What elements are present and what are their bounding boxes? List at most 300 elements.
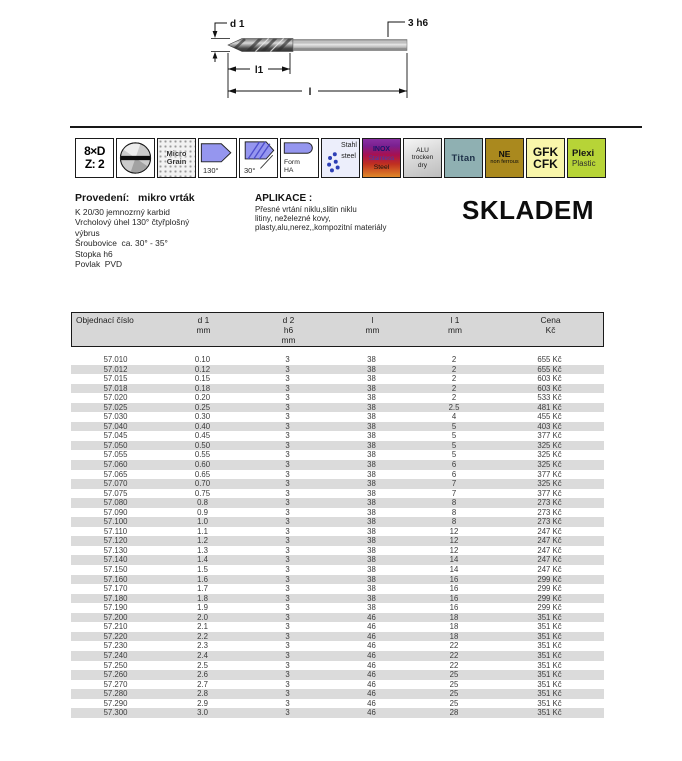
table-cell: 2.5 [197, 660, 208, 670]
drill-illustration [228, 37, 407, 53]
table-cell: 57.040 [103, 421, 128, 431]
table-cell: 0.55 [194, 450, 211, 460]
table-cell: 38 [367, 431, 376, 441]
table-cell: 273 Kč [537, 507, 562, 517]
table-cell: 247 Kč [537, 555, 562, 565]
table-cell: 533 Kč [537, 393, 562, 403]
table-cell: 0.30 [194, 412, 211, 422]
table-cell: 38 [367, 393, 376, 403]
table-cell: 57.110 [103, 526, 128, 536]
table-cell: 57.065 [103, 469, 128, 479]
table-cell: 18 [449, 622, 459, 632]
table-cell: 3 [285, 383, 290, 393]
table-cell: 351 Kč [537, 708, 562, 718]
table-cell: 3 [285, 517, 290, 527]
table-cell: 3 [285, 698, 290, 708]
table-cell: 38 [367, 421, 376, 431]
table-cell: 3 [285, 450, 290, 460]
table-row [71, 594, 604, 604]
table-cell: 57.018 [103, 383, 128, 393]
stock-status-label: SKLADEM [462, 195, 595, 225]
table-cell: 5 [451, 450, 457, 460]
table-cell: 2 [451, 374, 457, 384]
table-cell: 3 [285, 440, 290, 450]
table-header [71, 312, 604, 347]
table-cell: 2.5 [448, 402, 460, 412]
table-cell: 325 Kč [537, 440, 562, 450]
table-cell: 0.45 [194, 431, 211, 441]
table-cell: 3 [285, 498, 290, 508]
table-cell: 655 Kč [537, 364, 562, 374]
table-row [71, 393, 604, 403]
table-cell: 0.18 [194, 383, 211, 393]
table-cell: 25 [449, 689, 459, 699]
table-cell: 3 [285, 574, 290, 584]
table-row [71, 441, 604, 451]
table-cell: 2.0 [197, 612, 208, 622]
table-row [71, 603, 604, 613]
table-cell: 3 [285, 507, 290, 517]
table-row [71, 680, 604, 690]
table-row [71, 412, 604, 422]
table-cell: 57.070 [103, 479, 128, 489]
table-cell: 46 [367, 660, 376, 670]
table-cell: 351 Kč [537, 670, 562, 680]
table-cell: 1.4 [197, 555, 208, 565]
table-cell: 57.230 [103, 641, 128, 651]
table-row [71, 422, 604, 432]
table-cell: 3 [285, 660, 290, 670]
table-cell: 455 Kč [537, 412, 562, 422]
label-l: l [308, 87, 312, 98]
table-cell: 2.8 [197, 689, 208, 699]
table-cell: 2 [451, 364, 457, 374]
table-row [71, 536, 604, 546]
aplikace-line: litiny, neželezné kovy, [255, 214, 331, 223]
table-cell: 22 [449, 650, 459, 660]
table-cell: 57.060 [103, 460, 128, 470]
table-cell: 46 [367, 689, 376, 699]
table-cell: 3 [285, 526, 290, 536]
alu-dry-icon: ALU trocken dry [403, 138, 442, 178]
table-cell: 38 [367, 498, 376, 508]
table-cell: 351 Kč [537, 679, 562, 689]
table-cell: 3 [285, 364, 290, 374]
table-row [71, 460, 604, 470]
table-cell: 38 [367, 545, 376, 555]
table-cell: 655 Kč [537, 355, 562, 364]
table-cell: 12 [449, 526, 459, 536]
table-cell: 299 Kč [537, 584, 562, 594]
table-cell: 0.15 [194, 374, 211, 384]
table-cell: 7 [451, 488, 457, 498]
table-cell: 1.9 [197, 603, 208, 613]
table-cell: 25 [449, 670, 459, 680]
table-row [71, 355, 604, 365]
table-cell: 1.6 [197, 574, 208, 584]
table-cell: 57.120 [103, 536, 128, 546]
table-cell: 0.10 [194, 355, 211, 364]
table-cell: 0.60 [194, 460, 211, 470]
form-ha-shank-icon: Form HA [280, 138, 319, 178]
table-cell: 377 Kč [537, 488, 562, 498]
aplikace-line: Přesné vrtání niklu,slitin niklu [255, 205, 357, 214]
table-cell: 3 [285, 421, 290, 431]
table-cell: 38 [367, 565, 376, 575]
table-cell: 3 [285, 545, 290, 555]
table-cell: 38 [367, 584, 376, 594]
table-cell: 3.0 [197, 708, 208, 718]
table-cell: 3 [285, 469, 290, 479]
table-cell: 38 [367, 383, 376, 393]
table-cell: 3 [285, 460, 290, 470]
table-cell: 247 Kč [537, 536, 562, 546]
non-ferrous-icon: NE non ferrous [485, 138, 524, 178]
table-cell: 1.3 [197, 545, 208, 555]
label-d1: d 1 [230, 19, 245, 30]
table-cell: 0.70 [194, 479, 211, 489]
table-cell: 2.4 [197, 650, 208, 660]
table-cell: 0.8 [197, 498, 208, 508]
product-table [71, 312, 604, 718]
table-cell: 38 [367, 488, 376, 498]
provedeni-line: K 20/30 jemnozrný karbid [75, 207, 170, 217]
table-cell: 38 [367, 574, 376, 584]
table-cell: 57.015 [103, 374, 128, 384]
table-cell: 1.2 [197, 536, 208, 546]
table-cell: 14 [449, 565, 459, 575]
table-cell: 0.25 [194, 402, 211, 412]
header-d2: d 2 h6 mm [281, 315, 296, 345]
table-cell: 351 Kč [537, 698, 562, 708]
table-cell: 25 [449, 679, 459, 689]
table-cell: 1.8 [197, 593, 208, 603]
table-cell: 299 Kč [537, 593, 562, 603]
table-cell: 16 [449, 574, 459, 584]
table-cell: 57.190 [103, 603, 128, 613]
table-row [71, 546, 604, 556]
table-cell: 6 [451, 460, 457, 470]
table-cell: 8 [451, 517, 457, 527]
table-row [71, 403, 604, 413]
table-row [71, 708, 604, 718]
table-cell: 273 Kč [537, 517, 562, 527]
table-cell: 57.160 [103, 574, 128, 584]
helix-angle-30-icon: 30° [239, 138, 278, 178]
table-cell: 3 [285, 536, 290, 546]
table-cell: 0.50 [194, 440, 211, 450]
table-cell: 25 [449, 698, 459, 708]
table-row [71, 384, 604, 394]
table-cell: 3 [285, 622, 290, 632]
aplikace-block [255, 193, 460, 232]
table-cell: 3 [285, 689, 290, 699]
table-row [71, 565, 604, 575]
table-cell: 351 Kč [537, 660, 562, 670]
table-cell: 1.0 [197, 517, 208, 527]
table-cell: 377 Kč [537, 431, 562, 441]
table-cell: 28 [449, 708, 459, 718]
table-cell: 5 [451, 421, 457, 431]
table-cell: 57.180 [103, 593, 128, 603]
table-cell: 3 [285, 355, 290, 364]
table-cell: 247 Kč [537, 526, 562, 536]
table-cell: 2 [451, 383, 457, 393]
table-cell: 57.055 [103, 450, 128, 460]
table-row [71, 498, 604, 508]
table-cell: 3 [285, 670, 290, 680]
provedeni-block [75, 192, 260, 269]
table-cell: 1.5 [197, 565, 208, 575]
table-cell: 57.240 [103, 650, 128, 660]
table-row [71, 489, 604, 499]
table-cell: 2 [451, 355, 457, 364]
table-cell: 351 Kč [537, 650, 562, 660]
table-cell: 3 [285, 593, 290, 603]
header-order-number: Objednací číslo [76, 315, 134, 325]
table-cell: 46 [367, 708, 376, 718]
table-cell: 0.65 [194, 469, 211, 479]
drill-technical-drawing [150, 2, 450, 107]
table-row [71, 527, 604, 537]
titan-icon: Titan [444, 138, 483, 178]
table-row [71, 622, 604, 632]
table-cell: 38 [367, 507, 376, 517]
table-cell: 3 [285, 479, 290, 489]
micro-grain-icon: Micro Grain [157, 138, 196, 178]
table-cell: 0.75 [194, 488, 211, 498]
table-cell: 3 [285, 555, 290, 565]
table-cell: 57.220 [103, 631, 128, 641]
table-cell: 57.020 [103, 393, 128, 403]
provedeni-line: Šroubovice ca. 30° - 35° [75, 238, 168, 249]
dimension-l [228, 87, 407, 98]
table-cell: 16 [449, 593, 459, 603]
table-cell: 57.150 [103, 565, 128, 575]
table-cell: 351 Kč [537, 612, 562, 622]
table-cell: 3 [285, 603, 290, 613]
table-cell: 12 [449, 536, 459, 546]
table-cell: 38 [367, 440, 376, 450]
table-cell: 18 [449, 631, 459, 641]
table-cell: 2.6 [197, 670, 208, 680]
table-cell: 38 [367, 364, 376, 374]
table-cell: 57.012 [103, 364, 128, 374]
header-price: Cena Kč [540, 315, 561, 335]
table-cell: 0.12 [194, 364, 211, 374]
table-cell: 603 Kč [537, 383, 562, 393]
icon-8xd-z2: 8×D Z: 2 [75, 138, 114, 178]
table-cell: 46 [367, 698, 376, 708]
table-row [71, 374, 604, 384]
table-cell: 403 Kč [537, 421, 562, 431]
table-row [71, 661, 604, 671]
table-cell: 46 [367, 641, 376, 651]
table-row [71, 651, 604, 661]
provedeni-line: výbrus [75, 227, 100, 238]
table-cell: 325 Kč [537, 460, 562, 470]
table-cell: 7 [451, 479, 457, 489]
table-cell: 247 Kč [537, 565, 562, 575]
table-row [71, 479, 604, 489]
table-cell: 57.050 [103, 440, 128, 450]
inox-stainless-icon: INOX Stainless Steel [362, 138, 401, 178]
table-cell: 325 Kč [537, 479, 562, 489]
provedeni-title: Provedení: mikro vrták [75, 192, 195, 204]
dimension-l1 [228, 65, 290, 76]
table-body [71, 355, 604, 718]
table-cell: 1.1 [197, 526, 208, 536]
table-cell: 351 Kč [537, 631, 562, 641]
table-cell: 3 [285, 431, 290, 441]
table-cell: 57.075 [103, 488, 128, 498]
table-row [71, 575, 604, 585]
table-cell: 57.290 [103, 698, 128, 708]
table-cell: 8 [451, 498, 457, 508]
label-shank: 3 h6 [408, 18, 429, 29]
table-cell: 57.280 [103, 689, 128, 699]
table-cell: 46 [367, 622, 376, 632]
table-cell: 3 [285, 488, 290, 498]
header-d1: d 1 mm [196, 315, 211, 335]
table-cell: 5 [451, 440, 457, 450]
table-cell: 3 [285, 565, 290, 575]
table-cell: 57.130 [103, 545, 128, 555]
property-icons-row [75, 138, 606, 178]
table-cell: 12 [449, 545, 459, 555]
table-cell: 22 [449, 660, 459, 670]
table-cell: 46 [367, 670, 376, 680]
stahl-steel-icon: Stahl steel [321, 138, 360, 178]
table-row [71, 517, 604, 527]
table-cell: 38 [367, 469, 376, 479]
table-cell: 2.2 [197, 631, 208, 641]
table-cell: 0.40 [194, 421, 211, 431]
table-cell: 3 [285, 612, 290, 622]
table-cell: 2.9 [197, 698, 208, 708]
table-row [71, 670, 604, 680]
table-cell: 5 [451, 431, 457, 441]
header-l: l mm [365, 315, 380, 335]
aplikace-line: plasty,alu,nerez,,kompozitní materiály [255, 223, 387, 232]
table-cell: 299 Kč [537, 603, 562, 613]
table-cell: 0.9 [197, 507, 208, 517]
table-cell: 3 [285, 402, 290, 412]
table-cell: 57.030 [103, 412, 128, 422]
table-row [71, 632, 604, 642]
table-cell: 2.1 [197, 622, 208, 632]
table-cell: 57.210 [103, 622, 128, 632]
table-cell: 57.260 [103, 670, 128, 680]
table-cell: 57.270 [103, 679, 128, 689]
table-cell: 247 Kč [537, 545, 562, 555]
header-l1: l 1 mm [448, 315, 462, 335]
table-cell: 38 [367, 402, 376, 412]
plexi-plastic-icon: Plexi Plastic [567, 138, 606, 178]
table-cell: 3 [285, 584, 290, 594]
table-cell: 2.3 [197, 641, 208, 651]
table-cell: 3 [285, 679, 290, 689]
point-angle-130-icon: 130° [198, 138, 237, 178]
table-row [71, 584, 604, 594]
table-cell: 38 [367, 450, 376, 460]
table-cell: 351 Kč [537, 641, 562, 651]
table-cell: 2 [451, 393, 457, 403]
table-cell: 38 [367, 460, 376, 470]
leader-shank [388, 22, 405, 37]
table-row [71, 365, 604, 375]
table-cell: 481 Kč [537, 402, 562, 412]
provedeni-line: Vrcholový úhel 130° čtyřplošný [75, 217, 190, 228]
provedeni-line: Stopka h6 [75, 248, 113, 259]
table-cell: 38 [367, 603, 376, 613]
table-cell: 57.090 [103, 507, 128, 517]
table-row [71, 555, 604, 565]
table-cell: 0.20 [194, 393, 211, 403]
table-cell: 57.100 [103, 517, 128, 527]
table-cell: 6 [451, 469, 457, 479]
table-cell: 14 [449, 555, 459, 565]
table-cell: 38 [367, 479, 376, 489]
table-row [71, 613, 604, 623]
table-cell: 18 [449, 612, 459, 622]
table-row [71, 699, 604, 709]
table-cell: 38 [367, 412, 376, 422]
table-cell: 57.250 [103, 660, 128, 670]
table-cell: 22 [449, 641, 459, 651]
table-cell: 16 [449, 603, 459, 613]
table-cell: 46 [367, 631, 376, 641]
table-cell: 38 [367, 555, 376, 565]
table-cell: 46 [367, 612, 376, 622]
table-cell: 57.140 [103, 555, 128, 565]
table-cell: 325 Kč [537, 450, 562, 460]
drill-cross-section-icon [116, 138, 155, 178]
table-cell: 38 [367, 355, 376, 364]
table-cell: 3 [285, 374, 290, 384]
gfk-cfk-icon: GFK CFK [526, 138, 565, 178]
table-cell: 351 Kč [537, 689, 562, 699]
table-cell: 273 Kč [537, 498, 562, 508]
table-cell: 38 [367, 374, 376, 384]
table-cell: 38 [367, 526, 376, 536]
table-cell: 57.080 [103, 498, 128, 508]
divider-rule [70, 126, 642, 128]
table-cell: 3 [285, 708, 290, 718]
table-row [71, 508, 604, 518]
table-cell: 57.170 [103, 584, 128, 594]
table-row [71, 689, 604, 699]
table-cell: 3 [285, 641, 290, 651]
table-cell: 16 [449, 584, 459, 594]
label-l1: l1 [254, 65, 264, 76]
table-cell: 3 [285, 412, 290, 422]
table-cell: 57.010 [103, 355, 128, 364]
table-cell: 2.7 [197, 679, 208, 689]
table-cell: 8 [451, 507, 457, 517]
table-cell: 57.025 [103, 402, 128, 412]
provedeni-line: Povlak PVD [75, 259, 123, 270]
table-cell: 57.300 [103, 708, 128, 718]
table-cell: 603 Kč [537, 374, 562, 384]
table-row [71, 450, 604, 460]
table-cell: 38 [367, 517, 376, 527]
table-row [71, 470, 604, 480]
table-cell: 38 [367, 593, 376, 603]
table-cell: 46 [367, 650, 376, 660]
table-cell: 1.7 [197, 584, 208, 594]
table-cell: 3 [285, 393, 290, 403]
